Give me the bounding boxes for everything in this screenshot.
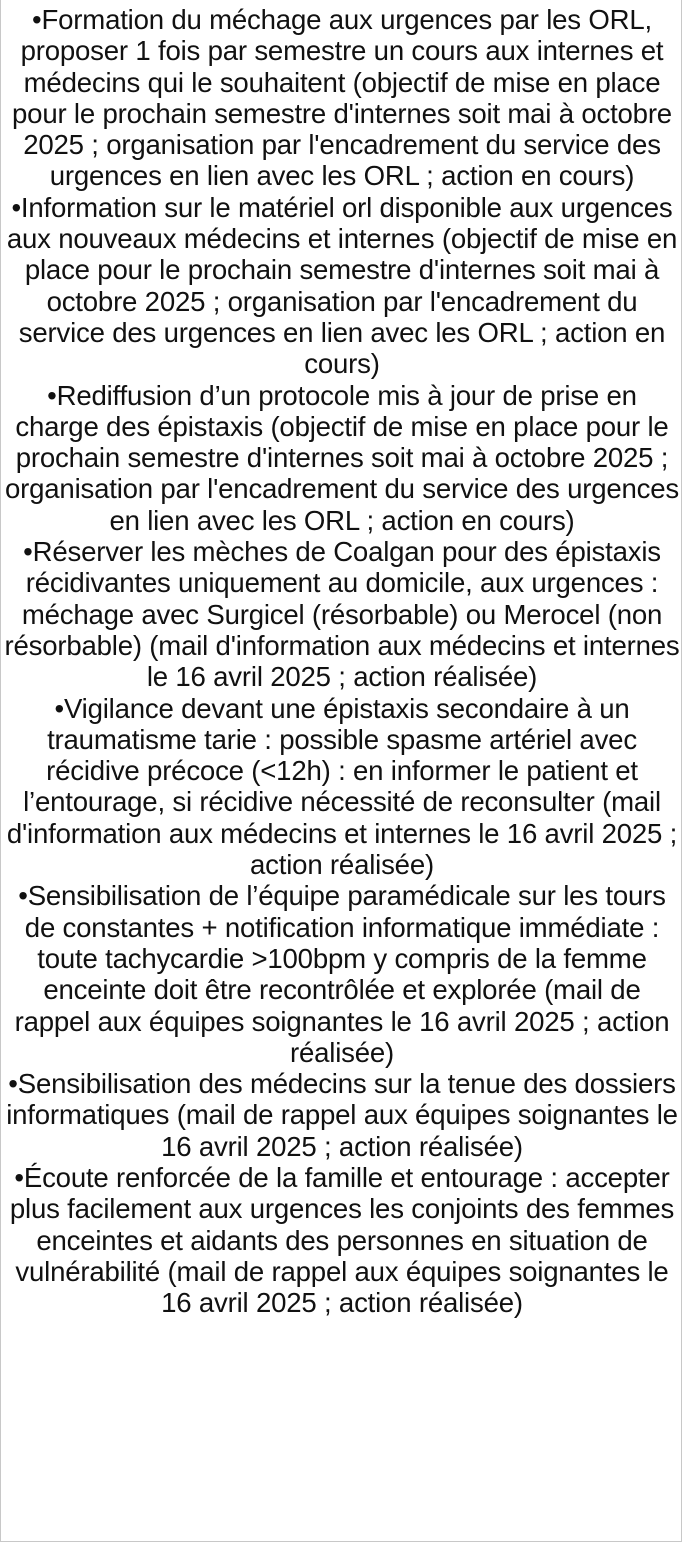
action-item-information-materiel-orl: •Information sur le matériel orl disponible aux urgences aux nouveaux médecins et internes (objectif de mise en place pour le prochain semestre d'internes soit mai à octobre 2025 ; organisation par l'encadrement du service des urgences en lien avec les ORL ; action en cours) xyxy=(6,191,678,380)
action-item-ecoute-famille: •Écoute renforcée de la famille et entourage : accepter plus facilement aux urgences les conjoints des femmes enceintes et aidants des personnes en situation de vulnérabilité (mail de rappel aux équipes soignantes le 16 avril 2025 ; action réalisée) xyxy=(9,1161,675,1319)
action-item-formation-mechage: •Formation du méchage aux urgences par les ORL, proposer 1 fois par semestre un cours aux internes et médecins qui le souhaitent (objectif de mise en place pour le prochain semestre d'internes soit mai à octobre 2025 ; organisation par l'encadrement du service des urgences en lien avec les ORL ; action en cours) xyxy=(12,4,672,192)
action-item-rediffusion-protocole: •Rediffusion d’un protocole mis à jour de prise en charge des épistaxis (objectif de mise en place pour le prochain semestre d'internes soit mai à octobre 2025 ; organisation par l'encadrement du service des urgences en lien avec les ORL ; action en cours) xyxy=(5,379,679,536)
action-list xyxy=(4,4,680,1318)
action-item-reserver-meches-coalgan: •Réserver les mèches de Coalgan pour des épistaxis récidivantes uniquement au domicile, aux urgences : méchage avec Surgicel (résorbable) ou Merocel (non résorbable) (mail d'information aux médecins et internes le 16 avril 2025 ; action réalisée) xyxy=(4,536,680,693)
action-item-sensibilisation-medecins: •Sensibilisation des médecins sur la tenue des dossiers informatiques (mail de rappel aux équipes soignantes le 16 avril 2025 ; action réalisée) xyxy=(6,1068,678,1162)
action-item-vigilance-epistaxis: •Vigilance devant une épistaxis secondaire à un traumatisme tarie : possible spasme artériel avec récidive précoce (<12h) : en informer le patient et l’entourage, si récidive nécessité de reconsulter (mail d'information aux médecins et internes le 16 avril 2025 ; action réalisée) xyxy=(6,692,678,881)
action-item-sensibilisation-paramedicale: •Sensibilisation de l’équipe paramédicale sur les tours de constantes + notification informatique immédiate : toute tachycardie >100bpm y compris de la femme enceinte doit être recontrôlée et explorée (mail de rappel aux équipes soignantes le 16 avril 2025 ; action réalisée) xyxy=(14,880,670,1068)
